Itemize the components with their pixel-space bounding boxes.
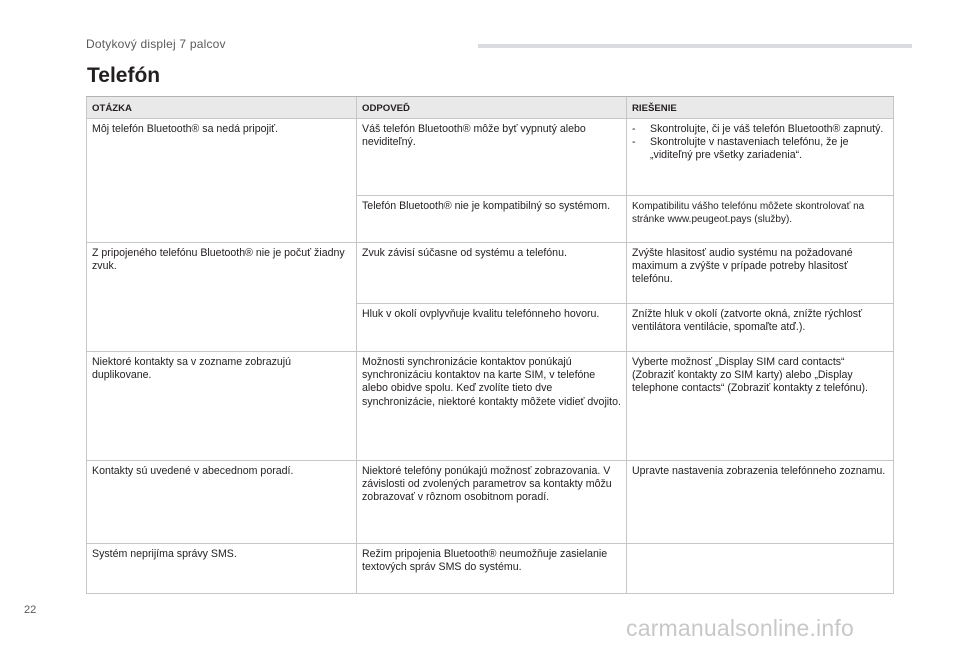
answer-cell: Niektoré telefóny ponúkajú možnosť zobrazovania. V závislosti od zvolených parametrov sa kontakty môžu zobrazovať v rôznom osobitnom poradí. — [357, 461, 627, 543]
solution-cell: Upravte nastavenia zobrazenia telefónneho zoznamu. — [632, 465, 886, 477]
watermark-text: carmanualsonline.info — [626, 615, 854, 641]
table-row — [357, 243, 893, 304]
solution-cell — [627, 544, 893, 593]
solution-list-item: - Skontrolujte v nastaveniach telefónu, že je „viditeľný pre všetky zariadenia“. — [632, 136, 888, 162]
question-cell: Kontakty sú uvedené v abecednom poradí. — [87, 461, 357, 543]
table-row — [357, 544, 893, 593]
table-header-row — [86, 97, 894, 119]
section-header: Dotykový displej 7 palcov — [86, 37, 226, 51]
table-row-group — [86, 461, 894, 544]
table-row — [357, 352, 893, 460]
column-header-question: OTÁZKA — [87, 97, 357, 118]
header-divider-bar — [478, 44, 912, 48]
answer-cell: Hluk v okolí ovplyvňuje kvalitu telefónneho hovoru. — [357, 304, 627, 351]
solution-list-item: - Skontrolujte, či je váš telefón Bluetooth® zapnutý. — [632, 123, 888, 136]
page-title: Telefón — [87, 64, 161, 87]
column-header-answer: ODPOVEĎ — [357, 97, 627, 118]
answer-cell: Telefón Bluetooth® nie je kompatibilný so systémom. — [357, 196, 627, 242]
answer-cell: Zvuk závisí súčasne od systému a telefónu. — [357, 243, 627, 303]
solution-cell: Znížte hluk v okolí (zatvorte okná, znížte rýchlosť ventilátora ventilácie, spomaľte atď.). — [632, 308, 863, 334]
answer-cell: Režim pripojenia Bluetooth® neumožňuje zasielanie textových správ SMS do systému. — [357, 544, 627, 593]
solution-cell: Zvýšte hlasitosť audio systému na požadované maximum a zvýšte v prípade potreby hlasitosť telefónu. — [632, 247, 853, 286]
table-row-group — [86, 243, 894, 352]
question-cell: Z pripojeného telefónu Bluetooth® nie je počuť žiadny zvuk. — [87, 243, 357, 351]
table-row — [357, 461, 893, 543]
answer-cell: Možnosti synchronizácie kontaktov ponúkajú synchronizáciu kontaktov na karte SIM, v telefóne alebo obidve spolu. Keď zvolíte tieto dve synchronizácie, niektoré kontakty môžete vidieť dvojito. — [357, 352, 627, 460]
table-row-group — [86, 544, 894, 594]
table-row — [357, 304, 893, 351]
table-row-group — [86, 119, 894, 243]
question-cell: Systém neprijíma správy SMS. — [87, 544, 357, 593]
table-row — [357, 196, 893, 242]
troubleshooting-table — [86, 96, 894, 594]
page-number: 22 — [24, 604, 37, 616]
solution-cell: Kompatibilitu vášho telefónu môžete skontrolovať na stránke www.peugeot.pays (služby). — [632, 201, 865, 226]
question-cell: Niektoré kontakty sa v zozname zobrazujú duplikovane. — [87, 352, 357, 460]
table-row — [357, 119, 893, 196]
solution-cell — [627, 119, 893, 195]
solution-cell: Vyberte možnosť „Display SIM card contacts“ (Zobraziť kontakty zo SIM karty) alebo „Display telephone contacts“ (Zobraziť kontakty z telefónu). — [632, 356, 868, 395]
question-cell: Môj telefón Bluetooth® sa nedá pripojiť. — [87, 119, 357, 242]
column-header-solution: RIEŠENIE — [632, 103, 677, 114]
table-row-group — [86, 352, 894, 461]
answer-cell: Váš telefón Bluetooth® môže byť vypnutý alebo neviditeľný. — [357, 119, 627, 195]
